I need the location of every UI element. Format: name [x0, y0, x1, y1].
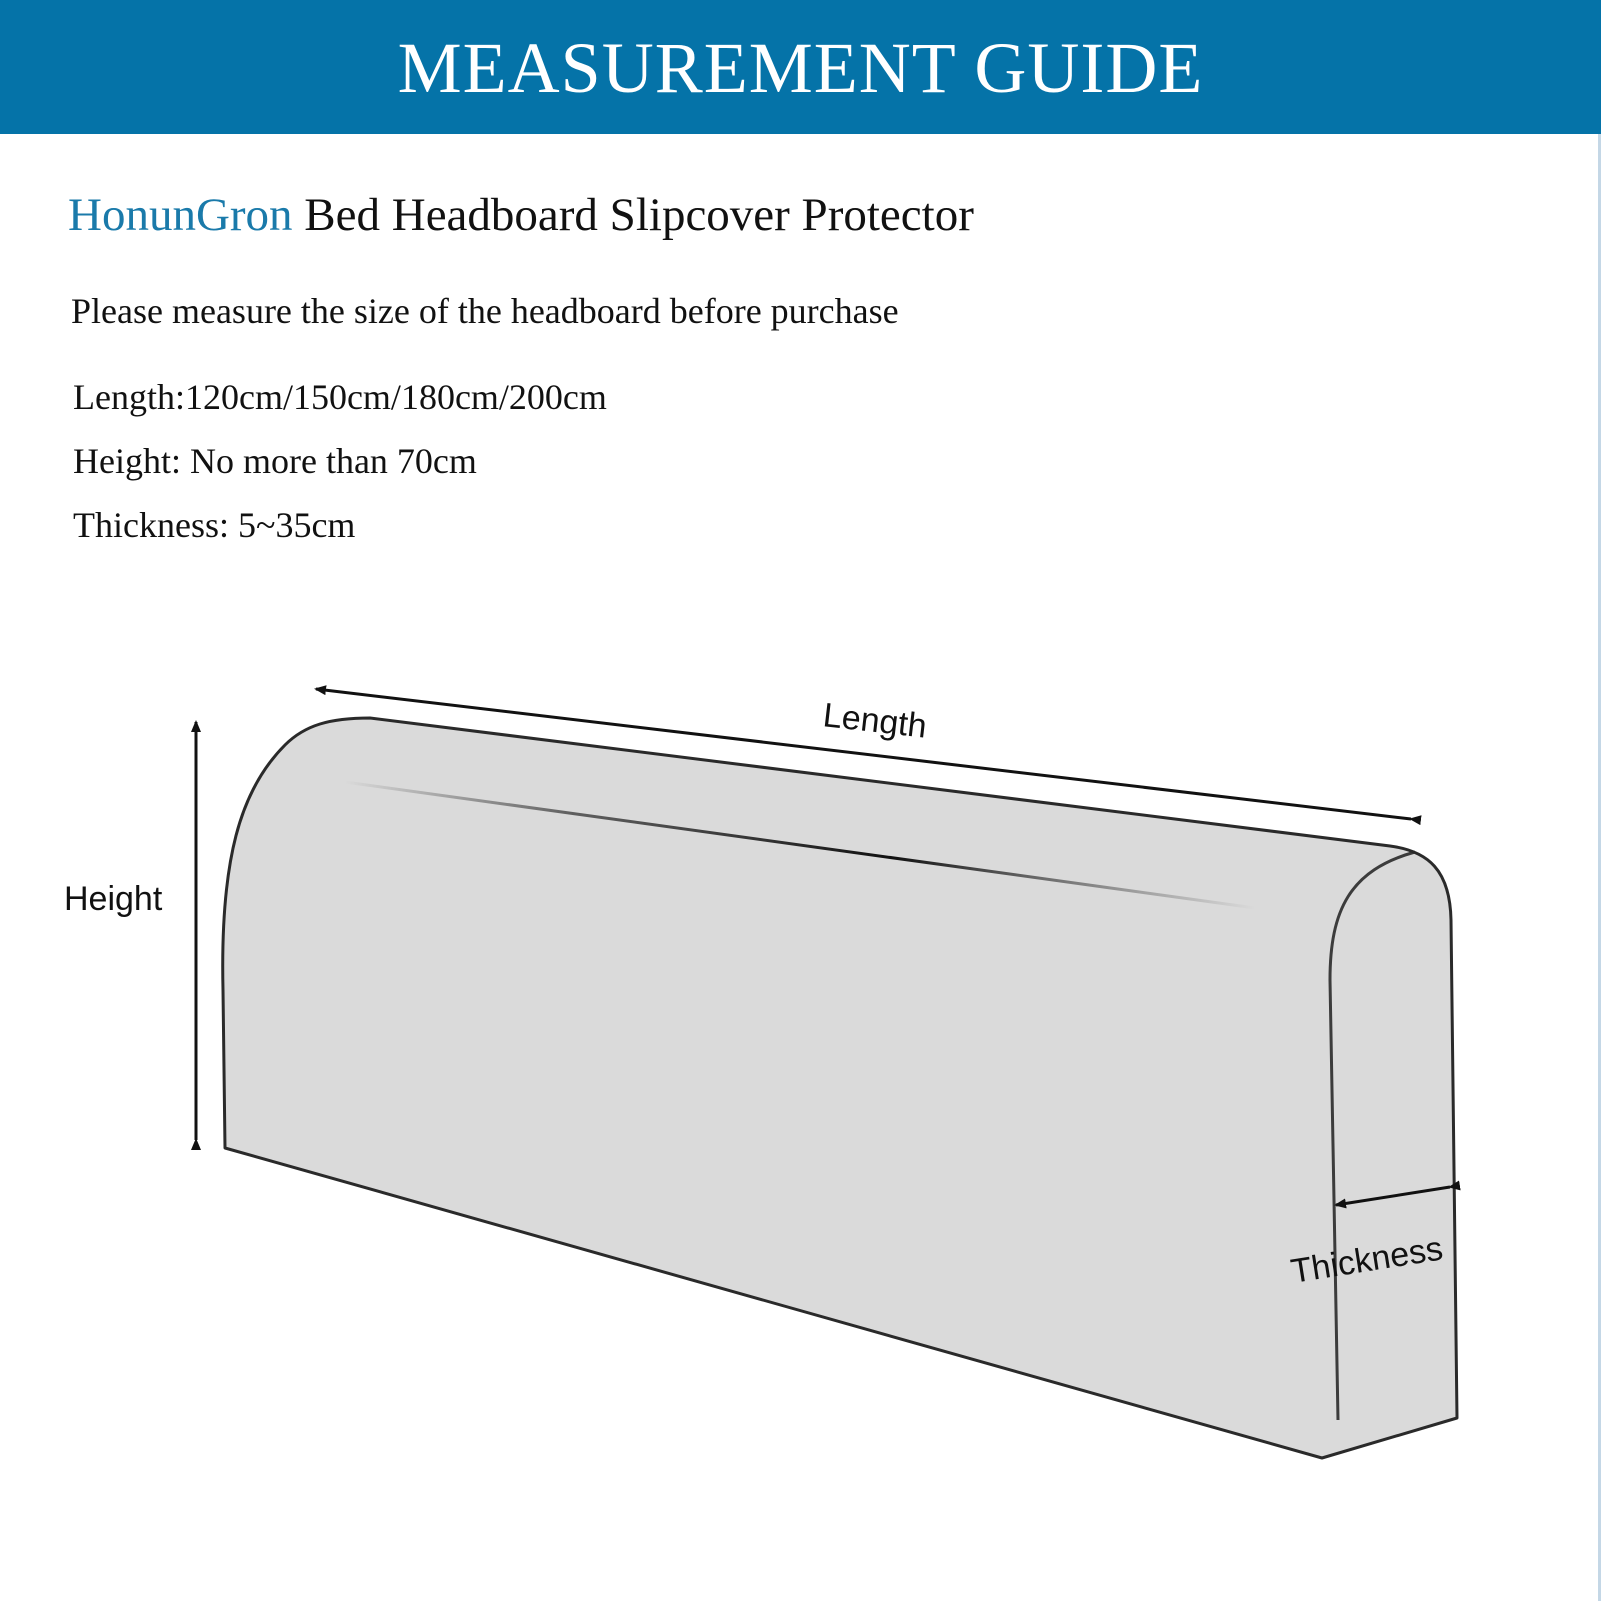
spec-length: Length:120cm/150cm/180cm/200cm	[73, 377, 607, 417]
product-name: Bed Headboard Slipcover Protector	[292, 189, 974, 241]
height-label: Height	[64, 880, 163, 918]
page-title: MEASUREMENT GUIDE	[397, 27, 1204, 108]
brand-name: HonunGron	[68, 189, 293, 241]
thickness-label: Thickness	[1288, 1229, 1446, 1291]
headboard-front-face	[223, 718, 1457, 1458]
spec-thickness: Thickness: 5~35cm	[73, 505, 356, 545]
instruction-text: Please measure the size of the headboard before purchase	[71, 291, 899, 331]
length-label: Length	[821, 696, 929, 746]
spec-height: Height: No more than 70cm	[73, 441, 477, 481]
